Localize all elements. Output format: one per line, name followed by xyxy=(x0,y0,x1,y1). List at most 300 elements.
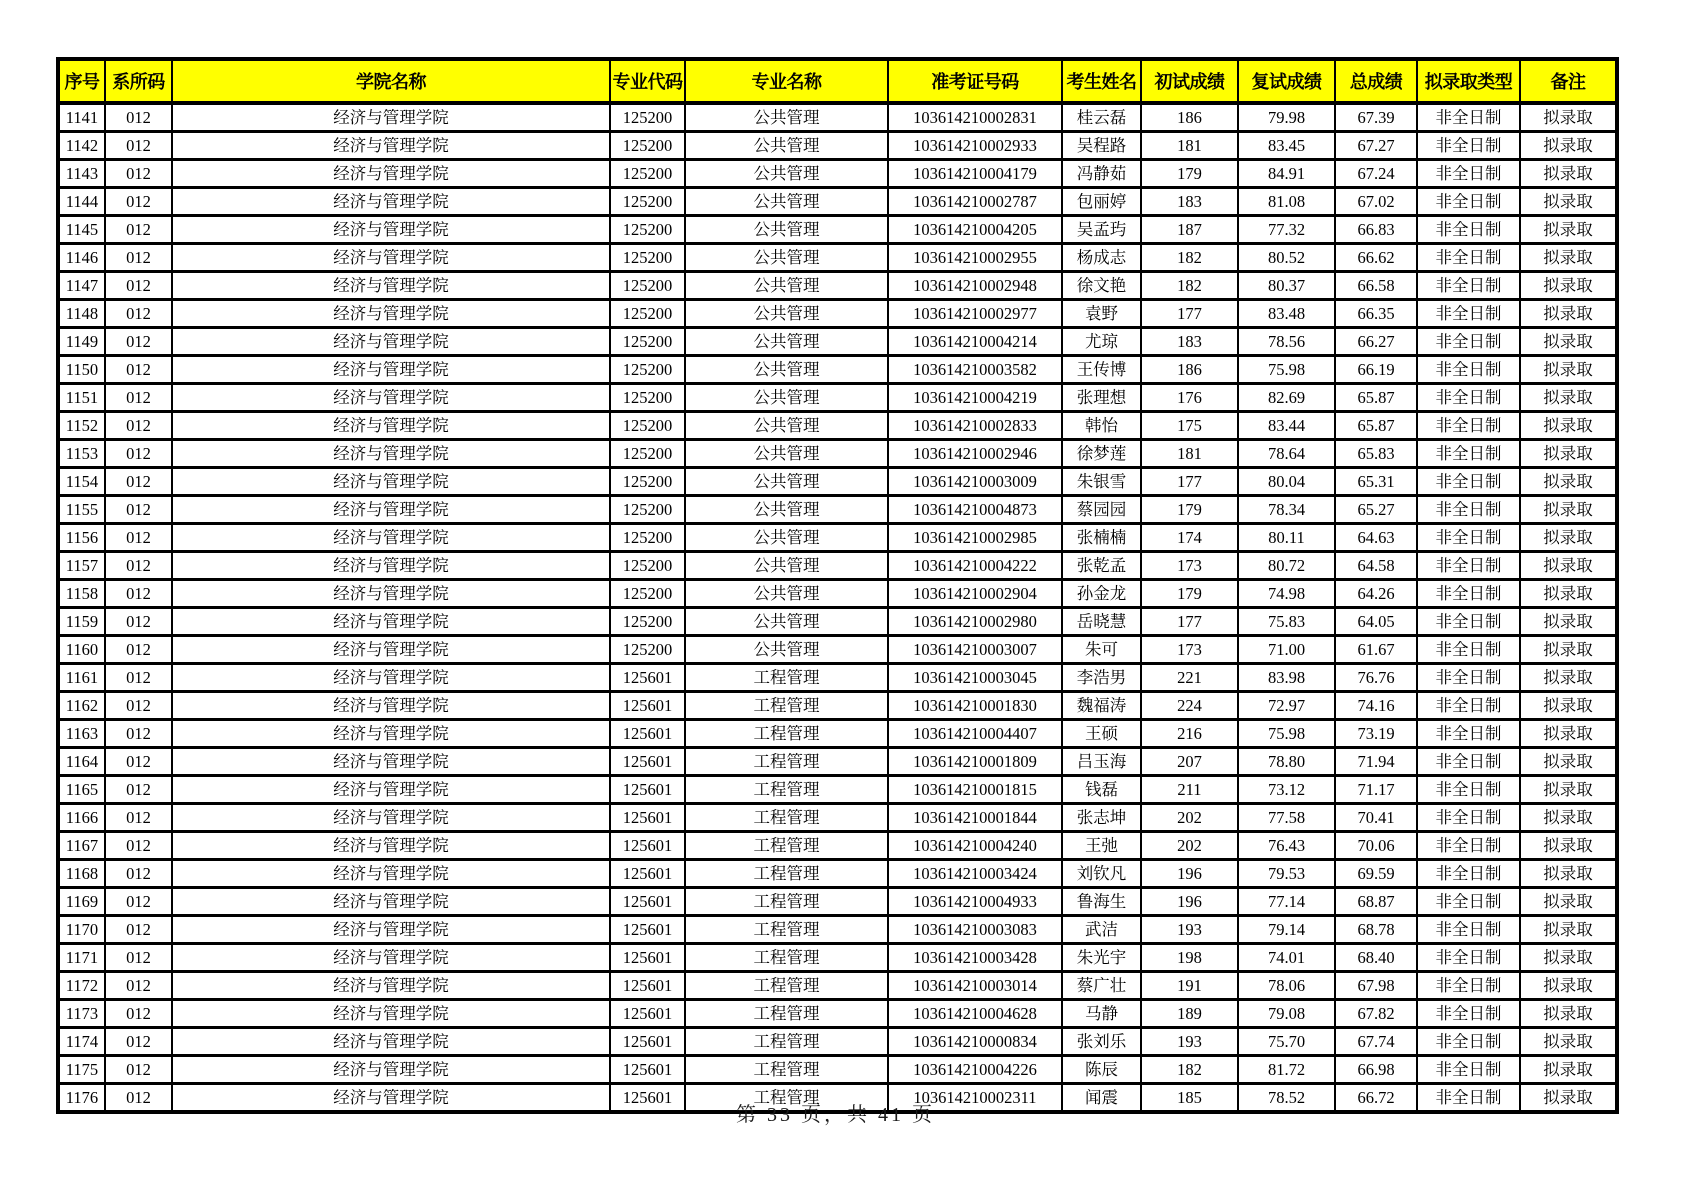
cell-remark: 拟录取 xyxy=(1520,804,1617,832)
cell-admission-type: 非全日制 xyxy=(1417,552,1520,580)
cell-remark: 拟录取 xyxy=(1520,468,1617,496)
cell-seq: 1143 xyxy=(58,160,105,188)
cell-initial-score: 179 xyxy=(1141,496,1238,524)
cell-major-name: 公共管理 xyxy=(685,103,888,132)
cell-total-score: 67.98 xyxy=(1335,972,1417,1000)
cell-ticket-number: 103614210004214 xyxy=(888,328,1062,356)
cell-remark: 拟录取 xyxy=(1520,356,1617,384)
cell-retest-score: 78.34 xyxy=(1238,496,1335,524)
cell-admission-type: 非全日制 xyxy=(1417,384,1520,412)
cell-seq: 1155 xyxy=(58,496,105,524)
cell-college-name: 经济与管理学院 xyxy=(172,188,610,216)
cell-major-name: 公共管理 xyxy=(685,580,888,608)
cell-major-code: 125601 xyxy=(610,720,685,748)
cell-remark: 拟录取 xyxy=(1520,1028,1617,1056)
cell-retest-score: 83.44 xyxy=(1238,412,1335,440)
header-cell-major-name: 专业名称 xyxy=(685,59,888,103)
cell-major-name: 公共管理 xyxy=(685,356,888,384)
cell-college-name: 经济与管理学院 xyxy=(172,328,610,356)
cell-candidate-name: 尤琼 xyxy=(1062,328,1141,356)
cell-major-name: 工程管理 xyxy=(685,916,888,944)
cell-dept-code: 012 xyxy=(105,1000,172,1028)
cell-retest-score: 80.04 xyxy=(1238,468,1335,496)
cell-admission-type: 非全日制 xyxy=(1417,832,1520,860)
cell-major-code: 125601 xyxy=(610,888,685,916)
cell-college-name: 经济与管理学院 xyxy=(172,496,610,524)
cell-admission-type: 非全日制 xyxy=(1417,188,1520,216)
cell-major-code: 125200 xyxy=(610,580,685,608)
cell-admission-type: 非全日制 xyxy=(1417,776,1520,804)
cell-initial-score: 185 xyxy=(1141,1084,1238,1113)
cell-ticket-number: 103614210002948 xyxy=(888,272,1062,300)
cell-major-code: 125601 xyxy=(610,692,685,720)
cell-total-score: 67.82 xyxy=(1335,1000,1417,1028)
cell-major-name: 工程管理 xyxy=(685,748,888,776)
table-row xyxy=(58,160,1617,188)
cell-candidate-name: 蔡广壮 xyxy=(1062,972,1141,1000)
cell-remark: 拟录取 xyxy=(1520,440,1617,468)
cell-admission-type: 非全日制 xyxy=(1417,160,1520,188)
cell-total-score: 66.27 xyxy=(1335,328,1417,356)
cell-total-score: 74.16 xyxy=(1335,692,1417,720)
cell-college-name: 经济与管理学院 xyxy=(172,216,610,244)
cell-initial-score: 181 xyxy=(1141,132,1238,160)
cell-remark: 拟录取 xyxy=(1520,776,1617,804)
cell-ticket-number: 103614210002955 xyxy=(888,244,1062,272)
cell-dept-code: 012 xyxy=(105,832,172,860)
cell-major-code: 125601 xyxy=(610,664,685,692)
header-cell-college-name: 学院名称 xyxy=(172,59,610,103)
cell-ticket-number: 103614210003428 xyxy=(888,944,1062,972)
cell-remark: 拟录取 xyxy=(1520,103,1617,132)
cell-major-code: 125200 xyxy=(610,160,685,188)
header-row xyxy=(58,59,1617,103)
cell-major-name: 工程管理 xyxy=(685,692,888,720)
cell-seq: 1149 xyxy=(58,328,105,356)
cell-total-score: 64.63 xyxy=(1335,524,1417,552)
cell-college-name: 经济与管理学院 xyxy=(172,972,610,1000)
cell-initial-score: 216 xyxy=(1141,720,1238,748)
cell-major-code: 125200 xyxy=(610,440,685,468)
cell-dept-code: 012 xyxy=(105,300,172,328)
cell-college-name: 经济与管理学院 xyxy=(172,384,610,412)
cell-admission-type: 非全日制 xyxy=(1417,1000,1520,1028)
cell-remark: 拟录取 xyxy=(1520,524,1617,552)
cell-dept-code: 012 xyxy=(105,608,172,636)
cell-seq: 1162 xyxy=(58,692,105,720)
cell-major-code: 125601 xyxy=(610,860,685,888)
cell-retest-score: 81.72 xyxy=(1238,1056,1335,1084)
cell-ticket-number: 103614210002985 xyxy=(888,524,1062,552)
cell-major-code: 125601 xyxy=(610,1028,685,1056)
cell-major-name: 公共管理 xyxy=(685,216,888,244)
cell-dept-code: 012 xyxy=(105,1028,172,1056)
cell-remark: 拟录取 xyxy=(1520,972,1617,1000)
cell-admission-type: 非全日制 xyxy=(1417,440,1520,468)
cell-major-name: 工程管理 xyxy=(685,1084,888,1113)
cell-retest-score: 79.08 xyxy=(1238,1000,1335,1028)
cell-admission-type: 非全日制 xyxy=(1417,412,1520,440)
cell-major-code: 125200 xyxy=(610,300,685,328)
cell-ticket-number: 103614210000834 xyxy=(888,1028,1062,1056)
table-row xyxy=(58,244,1617,272)
cell-seq: 1164 xyxy=(58,748,105,776)
cell-retest-score: 75.98 xyxy=(1238,720,1335,748)
cell-initial-score: 189 xyxy=(1141,1000,1238,1028)
cell-major-code: 125601 xyxy=(610,1084,685,1113)
cell-seq: 1169 xyxy=(58,888,105,916)
cell-major-code: 125200 xyxy=(610,328,685,356)
cell-remark: 拟录取 xyxy=(1520,916,1617,944)
cell-initial-score: 202 xyxy=(1141,804,1238,832)
table-row xyxy=(58,328,1617,356)
cell-total-score: 67.24 xyxy=(1335,160,1417,188)
cell-dept-code: 012 xyxy=(105,804,172,832)
cell-retest-score: 83.48 xyxy=(1238,300,1335,328)
table-row xyxy=(58,720,1617,748)
cell-remark: 拟录取 xyxy=(1520,748,1617,776)
cell-candidate-name: 张理想 xyxy=(1062,384,1141,412)
cell-candidate-name: 徐梦莲 xyxy=(1062,440,1141,468)
header-cell-candidate-name: 考生姓名 xyxy=(1062,59,1141,103)
cell-total-score: 67.39 xyxy=(1335,103,1417,132)
cell-college-name: 经济与管理学院 xyxy=(172,860,610,888)
cell-seq: 1158 xyxy=(58,580,105,608)
cell-seq: 1148 xyxy=(58,300,105,328)
cell-initial-score: 196 xyxy=(1141,860,1238,888)
cell-college-name: 经济与管理学院 xyxy=(172,944,610,972)
cell-major-name: 公共管理 xyxy=(685,412,888,440)
cell-college-name: 经济与管理学院 xyxy=(172,832,610,860)
cell-dept-code: 012 xyxy=(105,664,172,692)
cell-college-name: 经济与管理学院 xyxy=(172,412,610,440)
cell-college-name: 经济与管理学院 xyxy=(172,244,610,272)
cell-candidate-name: 袁野 xyxy=(1062,300,1141,328)
cell-seq: 1174 xyxy=(58,1028,105,1056)
cell-college-name: 经济与管理学院 xyxy=(172,160,610,188)
cell-retest-score: 82.69 xyxy=(1238,384,1335,412)
cell-major-name: 公共管理 xyxy=(685,524,888,552)
cell-dept-code: 012 xyxy=(105,748,172,776)
cell-admission-type: 非全日制 xyxy=(1417,608,1520,636)
cell-major-code: 125200 xyxy=(610,552,685,580)
cell-initial-score: 224 xyxy=(1141,692,1238,720)
table-row xyxy=(58,888,1617,916)
cell-seq: 1175 xyxy=(58,1056,105,1084)
cell-candidate-name: 韩怡 xyxy=(1062,412,1141,440)
cell-college-name: 经济与管理学院 xyxy=(172,272,610,300)
cell-dept-code: 012 xyxy=(105,1084,172,1113)
cell-retest-score: 78.06 xyxy=(1238,972,1335,1000)
table-row xyxy=(58,1056,1617,1084)
cell-admission-type: 非全日制 xyxy=(1417,496,1520,524)
cell-retest-score: 75.98 xyxy=(1238,356,1335,384)
cell-retest-score: 80.11 xyxy=(1238,524,1335,552)
cell-total-score: 65.87 xyxy=(1335,412,1417,440)
cell-major-name: 公共管理 xyxy=(685,328,888,356)
cell-total-score: 66.35 xyxy=(1335,300,1417,328)
cell-college-name: 经济与管理学院 xyxy=(172,804,610,832)
cell-major-code: 125601 xyxy=(610,804,685,832)
cell-retest-score: 71.00 xyxy=(1238,636,1335,664)
cell-ticket-number: 103614210004205 xyxy=(888,216,1062,244)
cell-ticket-number: 103614210002933 xyxy=(888,132,1062,160)
table-row xyxy=(58,300,1617,328)
cell-major-name: 公共管理 xyxy=(685,132,888,160)
cell-seq: 1161 xyxy=(58,664,105,692)
cell-admission-type: 非全日制 xyxy=(1417,1028,1520,1056)
cell-dept-code: 012 xyxy=(105,692,172,720)
table-row xyxy=(58,356,1617,384)
cell-candidate-name: 岳晓慧 xyxy=(1062,608,1141,636)
cell-dept-code: 012 xyxy=(105,160,172,188)
cell-candidate-name: 闻震 xyxy=(1062,1084,1141,1113)
cell-dept-code: 012 xyxy=(105,496,172,524)
cell-retest-score: 83.45 xyxy=(1238,132,1335,160)
cell-candidate-name: 张刘乐 xyxy=(1062,1028,1141,1056)
cell-college-name: 经济与管理学院 xyxy=(172,524,610,552)
cell-remark: 拟录取 xyxy=(1520,720,1617,748)
cell-initial-score: 181 xyxy=(1141,440,1238,468)
cell-major-code: 125200 xyxy=(610,272,685,300)
cell-dept-code: 012 xyxy=(105,944,172,972)
cell-remark: 拟录取 xyxy=(1520,1000,1617,1028)
cell-retest-score: 77.58 xyxy=(1238,804,1335,832)
cell-seq: 1146 xyxy=(58,244,105,272)
cell-ticket-number: 103614210004628 xyxy=(888,1000,1062,1028)
cell-initial-score: 174 xyxy=(1141,524,1238,552)
cell-seq: 1171 xyxy=(58,944,105,972)
cell-candidate-name: 朱光宇 xyxy=(1062,944,1141,972)
cell-total-score: 76.76 xyxy=(1335,664,1417,692)
cell-retest-score: 75.70 xyxy=(1238,1028,1335,1056)
cell-retest-score: 75.83 xyxy=(1238,608,1335,636)
cell-remark: 拟录取 xyxy=(1520,300,1617,328)
cell-total-score: 64.26 xyxy=(1335,580,1417,608)
cell-retest-score: 78.56 xyxy=(1238,328,1335,356)
cell-retest-score: 78.52 xyxy=(1238,1084,1335,1113)
cell-seq: 1154 xyxy=(58,468,105,496)
table-row xyxy=(58,412,1617,440)
cell-major-name: 工程管理 xyxy=(685,1056,888,1084)
cell-dept-code: 012 xyxy=(105,972,172,1000)
cell-major-name: 工程管理 xyxy=(685,804,888,832)
cell-candidate-name: 朱银雪 xyxy=(1062,468,1141,496)
cell-admission-type: 非全日制 xyxy=(1417,524,1520,552)
cell-ticket-number: 103614210001844 xyxy=(888,804,1062,832)
cell-remark: 拟录取 xyxy=(1520,1084,1617,1113)
cell-dept-code: 012 xyxy=(105,776,172,804)
cell-admission-type: 非全日制 xyxy=(1417,944,1520,972)
cell-total-score: 66.72 xyxy=(1335,1084,1417,1113)
cell-dept-code: 012 xyxy=(105,1056,172,1084)
cell-total-score: 66.19 xyxy=(1335,356,1417,384)
cell-dept-code: 012 xyxy=(105,272,172,300)
cell-candidate-name: 桂云磊 xyxy=(1062,103,1141,132)
cell-admission-type: 非全日制 xyxy=(1417,804,1520,832)
table-row xyxy=(58,748,1617,776)
cell-remark: 拟录取 xyxy=(1520,496,1617,524)
cell-seq: 1144 xyxy=(58,188,105,216)
cell-initial-score: 179 xyxy=(1141,160,1238,188)
table-row xyxy=(58,972,1617,1000)
cell-seq: 1166 xyxy=(58,804,105,832)
cell-seq: 1152 xyxy=(58,412,105,440)
cell-initial-score: 173 xyxy=(1141,636,1238,664)
cell-total-score: 65.83 xyxy=(1335,440,1417,468)
cell-initial-score: 221 xyxy=(1141,664,1238,692)
cell-remark: 拟录取 xyxy=(1520,328,1617,356)
cell-ticket-number: 103614210004222 xyxy=(888,552,1062,580)
header-cell-major-code: 专业代码 xyxy=(610,59,685,103)
cell-initial-score: 202 xyxy=(1141,832,1238,860)
cell-candidate-name: 吴程路 xyxy=(1062,132,1141,160)
cell-retest-score: 74.01 xyxy=(1238,944,1335,972)
cell-college-name: 经济与管理学院 xyxy=(172,776,610,804)
cell-college-name: 经济与管理学院 xyxy=(172,468,610,496)
cell-dept-code: 012 xyxy=(105,440,172,468)
cell-remark: 拟录取 xyxy=(1520,608,1617,636)
page-footer: 第 33 页，共 41 页 xyxy=(736,1104,935,1126)
cell-major-name: 工程管理 xyxy=(685,972,888,1000)
cell-remark: 拟录取 xyxy=(1520,1056,1617,1084)
cell-ticket-number: 103614210004219 xyxy=(888,384,1062,412)
cell-retest-score: 79.98 xyxy=(1238,103,1335,132)
cell-dept-code: 012 xyxy=(105,720,172,748)
cell-major-name: 工程管理 xyxy=(685,832,888,860)
cell-college-name: 经济与管理学院 xyxy=(172,664,610,692)
cell-remark: 拟录取 xyxy=(1520,888,1617,916)
cell-candidate-name: 蔡园园 xyxy=(1062,496,1141,524)
cell-seq: 1172 xyxy=(58,972,105,1000)
cell-major-code: 125601 xyxy=(610,832,685,860)
table-row xyxy=(58,860,1617,888)
cell-initial-score: 182 xyxy=(1141,1056,1238,1084)
cell-dept-code: 012 xyxy=(105,888,172,916)
cell-major-name: 公共管理 xyxy=(685,468,888,496)
cell-initial-score: 186 xyxy=(1141,103,1238,132)
cell-initial-score: 177 xyxy=(1141,608,1238,636)
cell-dept-code: 012 xyxy=(105,328,172,356)
cell-dept-code: 012 xyxy=(105,580,172,608)
cell-major-name: 工程管理 xyxy=(685,1000,888,1028)
cell-seq: 1150 xyxy=(58,356,105,384)
cell-admission-type: 非全日制 xyxy=(1417,468,1520,496)
cell-seq: 1168 xyxy=(58,860,105,888)
cell-retest-score: 73.12 xyxy=(1238,776,1335,804)
cell-ticket-number: 103614210004226 xyxy=(888,1056,1062,1084)
cell-college-name: 经济与管理学院 xyxy=(172,1028,610,1056)
cell-candidate-name: 徐文艳 xyxy=(1062,272,1141,300)
cell-major-code: 125200 xyxy=(610,216,685,244)
table-row xyxy=(58,804,1617,832)
cell-seq: 1145 xyxy=(58,216,105,244)
cell-major-name: 公共管理 xyxy=(685,440,888,468)
table-row xyxy=(58,636,1617,664)
cell-remark: 拟录取 xyxy=(1520,944,1617,972)
cell-retest-score: 72.97 xyxy=(1238,692,1335,720)
cell-admission-type: 非全日制 xyxy=(1417,664,1520,692)
cell-initial-score: 182 xyxy=(1141,272,1238,300)
cell-ticket-number: 103614210003045 xyxy=(888,664,1062,692)
cell-college-name: 经济与管理学院 xyxy=(172,1056,610,1084)
cell-initial-score: 211 xyxy=(1141,776,1238,804)
cell-ticket-number: 103614210002904 xyxy=(888,580,1062,608)
cell-total-score: 67.74 xyxy=(1335,1028,1417,1056)
cell-initial-score: 183 xyxy=(1141,328,1238,356)
cell-remark: 拟录取 xyxy=(1520,552,1617,580)
cell-college-name: 经济与管理学院 xyxy=(172,608,610,636)
table-row xyxy=(58,272,1617,300)
cell-dept-code: 012 xyxy=(105,524,172,552)
cell-seq: 1167 xyxy=(58,832,105,860)
cell-ticket-number: 103614210002311 xyxy=(888,1084,1062,1113)
cell-dept-code: 012 xyxy=(105,916,172,944)
cell-seq: 1173 xyxy=(58,1000,105,1028)
cell-admission-type: 非全日制 xyxy=(1417,272,1520,300)
cell-dept-code: 012 xyxy=(105,103,172,132)
cell-ticket-number: 103614210003007 xyxy=(888,636,1062,664)
cell-admission-type: 非全日制 xyxy=(1417,244,1520,272)
cell-college-name: 经济与管理学院 xyxy=(172,720,610,748)
cell-seq: 1151 xyxy=(58,384,105,412)
cell-seq: 1159 xyxy=(58,608,105,636)
cell-admission-type: 非全日制 xyxy=(1417,1056,1520,1084)
cell-admission-type: 非全日制 xyxy=(1417,103,1520,132)
table-row xyxy=(58,916,1617,944)
cell-total-score: 66.58 xyxy=(1335,272,1417,300)
cell-total-score: 61.67 xyxy=(1335,636,1417,664)
cell-remark: 拟录取 xyxy=(1520,272,1617,300)
cell-major-name: 公共管理 xyxy=(685,384,888,412)
cell-seq: 1141 xyxy=(58,103,105,132)
cell-total-score: 69.59 xyxy=(1335,860,1417,888)
cell-ticket-number: 103614210002831 xyxy=(888,103,1062,132)
cell-retest-score: 74.98 xyxy=(1238,580,1335,608)
cell-admission-type: 非全日制 xyxy=(1417,356,1520,384)
cell-ticket-number: 103614210002980 xyxy=(888,608,1062,636)
cell-retest-score: 78.64 xyxy=(1238,440,1335,468)
cell-admission-type: 非全日制 xyxy=(1417,580,1520,608)
cell-initial-score: 182 xyxy=(1141,244,1238,272)
cell-college-name: 经济与管理学院 xyxy=(172,103,610,132)
header-cell-seq: 序号 xyxy=(58,59,105,103)
table-row xyxy=(58,692,1617,720)
cell-seq: 1156 xyxy=(58,524,105,552)
cell-major-name: 工程管理 xyxy=(685,776,888,804)
cell-retest-score: 76.43 xyxy=(1238,832,1335,860)
cell-total-score: 67.02 xyxy=(1335,188,1417,216)
cell-ticket-number: 103614210002787 xyxy=(888,188,1062,216)
cell-candidate-name: 冯静茹 xyxy=(1062,160,1141,188)
cell-candidate-name: 王硕 xyxy=(1062,720,1141,748)
cell-seq: 1165 xyxy=(58,776,105,804)
cell-admission-type: 非全日制 xyxy=(1417,692,1520,720)
cell-remark: 拟录取 xyxy=(1520,132,1617,160)
cell-seq: 1160 xyxy=(58,636,105,664)
cell-college-name: 经济与管理学院 xyxy=(172,356,610,384)
cell-ticket-number: 103614210001830 xyxy=(888,692,1062,720)
cell-candidate-name: 吕玉海 xyxy=(1062,748,1141,776)
table-row xyxy=(58,440,1617,468)
cell-total-score: 73.19 xyxy=(1335,720,1417,748)
cell-retest-score: 83.98 xyxy=(1238,664,1335,692)
cell-major-name: 公共管理 xyxy=(685,608,888,636)
cell-ticket-number: 103614210004873 xyxy=(888,496,1062,524)
cell-total-score: 68.78 xyxy=(1335,916,1417,944)
cell-major-name: 工程管理 xyxy=(685,720,888,748)
cell-ticket-number: 103614210004933 xyxy=(888,888,1062,916)
